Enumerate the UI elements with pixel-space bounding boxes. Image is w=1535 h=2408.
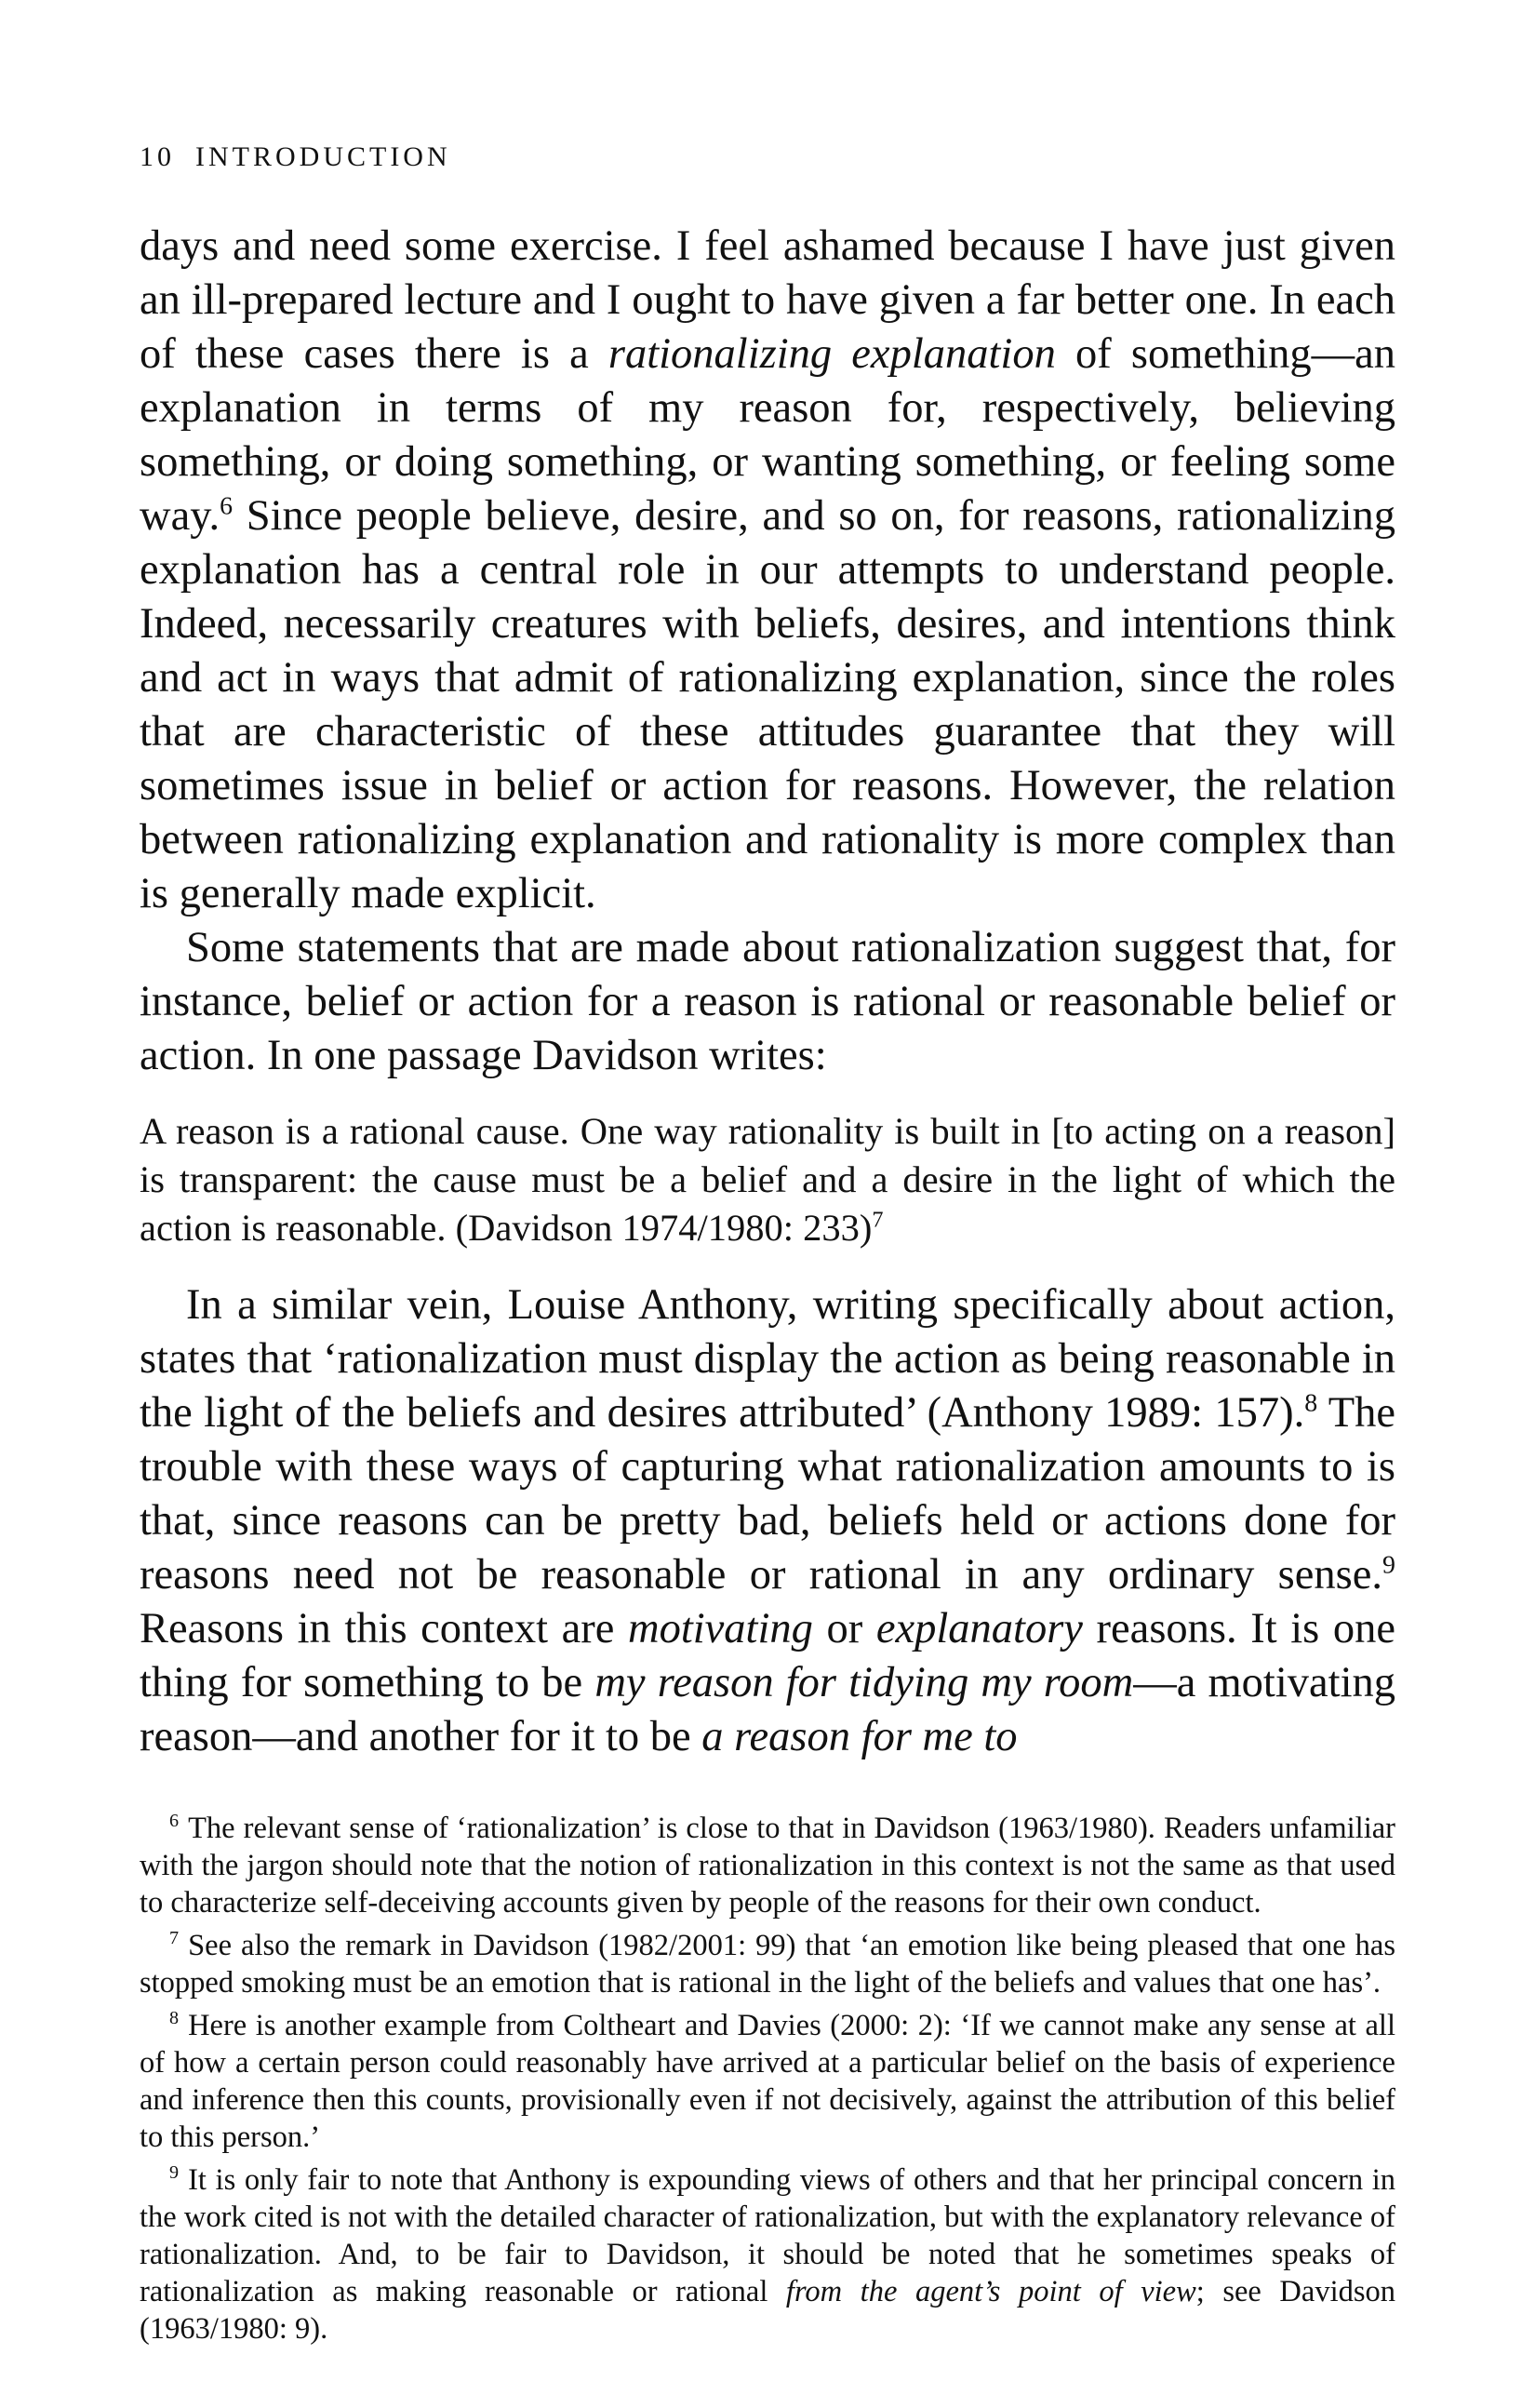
footnote-text: The relevant sense of ‘rationalization’ is close to that in Davidson (1963/1980). Readers unfamiliar with the jargon should note that the notion of rationalization in this context is not the same as that used to characterize self-deceiving accounts given by people of the reasons for their own conduct.: [140, 1812, 1395, 1920]
running-title: INTRODUCTION: [195, 141, 451, 172]
paragraph-2: Some statements that are made about rationalization suggest that, for instance, belief or action for a reason is rational or reasonable belief or action. In one passage Davidson writes:: [140, 924, 1395, 1079]
main-text: [140, 220, 1395, 1764]
text-span: or: [812, 1605, 876, 1652]
footnote-marker: 8: [169, 2008, 180, 2029]
italic-term: a reason for me to: [701, 1713, 1018, 1760]
footnote-text: It is only fair to note that Anthony is expounding views of others and that her principal concern in the work cited is not with the detailed character of rationalization, but with the explanatory relevance of rationalization. And, to be fair to Davidson, it should be noted that he sometimes speaks of rationalization as making reasonable or rational: [140, 2163, 1395, 2308]
text-span: Reasons in this context are: [140, 1605, 628, 1652]
text-span: days and need some exercise. I feel ashamed because I have just given an ill-prepared lecture and I ought to have given a far better one. In each of these cases there is a: [140, 222, 1395, 378]
paragraph-1: [140, 220, 1395, 921]
running-header: [140, 141, 451, 173]
footnote-6: [140, 1810, 1395, 1921]
footnote-text: See also the remark in Davidson (1982/2001: 99) that ‘an emotion like being pleased that one has stopped smoking must be an emotion that is rational in the light of the beliefs and values that one has’.: [140, 1929, 1395, 2000]
footnote-text: Here is another example from Coltheart and Davies (2000: 2): ‘If we cannot make any sense at all of how a certain person could reasonably have arrived at a particular belief on the basis of experience and inference then this counts, provisionally even if not decisively, against the attribution of this belief to this person.’: [140, 2009, 1395, 2154]
italic-term: rationalizing explanation: [607, 330, 1056, 378]
footnote-marker: 7: [169, 1928, 180, 1949]
footnote-ref-6[interactable]: 6: [220, 491, 234, 521]
page-number: 10: [140, 141, 175, 172]
footnote-8: [140, 2007, 1395, 2156]
text-span: of something—an explanation in terms of my reason for, respectively, believing something, or doing something, or wanting something, or feeling some way.: [140, 330, 1396, 540]
footnotes: [140, 1810, 1395, 2353]
italic-term: motivating: [627, 1605, 813, 1652]
footnote-ref-9[interactable]: 9: [1382, 1550, 1395, 1580]
text-span: reasons. It is one thing for something to be: [140, 1605, 1395, 1706]
footnote-9: [140, 2161, 1395, 2348]
footnote-ref-8[interactable]: 8: [1304, 1388, 1318, 1418]
footnote-text: ; see Davidson (1963/1980: 9).: [140, 2275, 1395, 2346]
footnote-marker: 6: [169, 1811, 180, 1832]
footnote-ref-7[interactable]: 7: [872, 1207, 884, 1233]
footnote-7: [140, 1927, 1395, 2001]
italic-term: my reason for tidying my room: [594, 1659, 1134, 1706]
text-span: In a similar vein, Louise Anthony, writing specifically about action, states that ‘rationalization must display the action as being reasonable in the light of the beliefs and desires attributed’ (Anthony 1989: 157).: [140, 1281, 1395, 1437]
block-quote: [140, 1107, 1395, 1252]
footnote-marker: 9: [169, 2162, 180, 2184]
italic-term: from the agent’s point of view: [785, 2275, 1196, 2308]
quote-text: A reason is a rational cause. One way rationality is built in [to acting on a reason] is transparent: the cause must be a belief and a desire in the light of which the action is reasonable. (Davidson 1974/1980: 233): [140, 1110, 1395, 1249]
text-span: The trouble with these ways of capturing what rationalization amounts to is that, since reasons can be pretty bad, beliefs held or actions done for reasons need not be reasonable or rational in any ordinary sense.: [140, 1389, 1395, 1599]
paragraph-3: [140, 1278, 1395, 1764]
text-span: —a motivating reason—and another for it to be: [140, 1659, 1396, 1760]
italic-term: explanatory: [875, 1605, 1083, 1652]
text-span: Since people believe, desire, and so on, for reasons, rationalizing explanation has a central role in our attempts to understand people. Indeed, necessarily creatures with beliefs, desires, and intentions think and act in ways that admit of rationalizing explanation, since the roles that are characteristic of these attitudes guarantee that they will sometimes issue in belief or action for reasons. However, the relation between rationalizing explanation and rationality is more complex than is generally made explicit.: [140, 492, 1395, 917]
